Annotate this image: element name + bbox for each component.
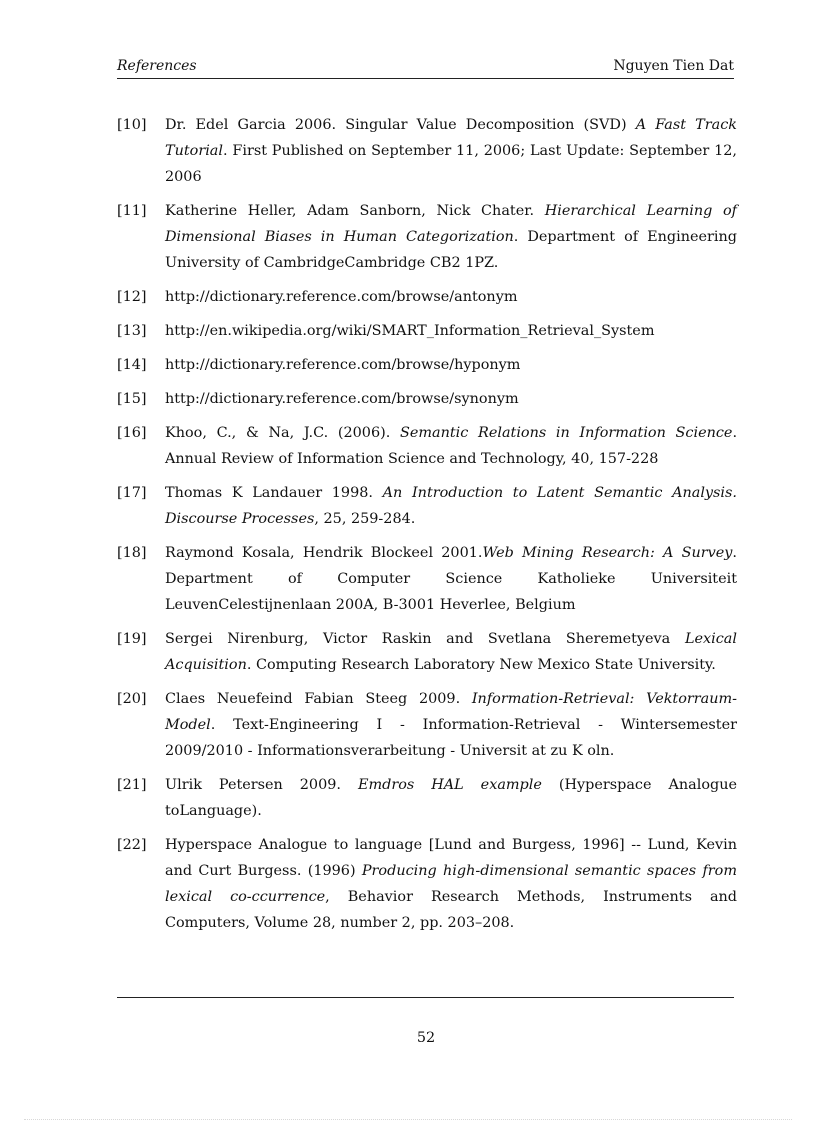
reference-text [165, 318, 737, 344]
reference-segment: , 25, 259-284. [314, 511, 416, 527]
reference-entry [117, 284, 737, 310]
running-header [117, 56, 734, 79]
reference-entry [117, 198, 737, 276]
reference-title: Hierarchical Learning of Dimensional Biases in Human Categorization [165, 203, 737, 245]
reference-number: [15] [117, 391, 147, 407]
reference-segment: Claes Neuefeind Fabian Steeg 2009. [165, 691, 472, 707]
reference-number: [14] [117, 357, 147, 373]
page-number: 52 [416, 1030, 436, 1046]
reference-segment: . Annual Review of Information Science and Technology, 40, 157-228 [165, 425, 738, 467]
reference-segment: . First Published on September 11, 2006; Last Update: September 12, 2006 [165, 143, 737, 185]
reference-entry [117, 832, 737, 936]
reference-text [165, 198, 737, 276]
reference-segment: http://dictionary.reference.com/browse/synonym [165, 391, 519, 407]
reference-segment: http://en.wikipedia.org/wiki/SMART_Information_Retrieval_System [165, 323, 655, 339]
reference-title: Semantic Relations in Information Science [400, 425, 733, 441]
reference-number: [19] [117, 631, 147, 647]
reference-entry [117, 480, 737, 532]
reference-entry [117, 318, 737, 344]
header-author: Nguyen Tien Dat [613, 58, 734, 74]
reference-entry [117, 386, 737, 412]
reference-list [117, 112, 737, 944]
reference-entry [117, 112, 737, 190]
reference-segment: Ulrik Petersen 2009. [165, 777, 358, 793]
page-edge-divider [24, 1119, 792, 1120]
reference-segment: http://dictionary.reference.com/browse/hyponym [165, 357, 521, 373]
reference-segment: Sergei Nirenburg, Victor Raskin and Svetlana Sheremetyeva [165, 631, 685, 647]
reference-title: Web Mining Research: A Survey [482, 545, 733, 561]
reference-segment: Katherine Heller, Adam Sanborn, Nick Chater. [165, 203, 545, 219]
reference-text [165, 352, 737, 378]
reference-number: [13] [117, 323, 147, 339]
reference-entry [117, 686, 737, 764]
reference-segment: . Department of Engineering University of CambridgeCambridge CB2 1PZ. [165, 229, 738, 271]
reference-number: [16] [117, 425, 147, 441]
reference-segment: . Department of Computer Science Katholieke Universiteit LeuvenCelestijnenlaan 200A, B-3001 Heverlee, Belgium [165, 545, 737, 613]
header-section-title: References [117, 58, 197, 74]
reference-entry [117, 772, 737, 824]
reference-text [165, 540, 737, 618]
reference-entry [117, 352, 737, 378]
reference-text [165, 112, 737, 190]
reference-number: [18] [117, 545, 147, 561]
reference-entry [117, 420, 737, 472]
reference-segment: . Computing Research Laboratory New Mexico State University. [246, 657, 716, 673]
reference-text [165, 772, 737, 824]
reference-title: Emdros HAL example [357, 777, 542, 793]
reference-segment: Raymond Kosala, Hendrik Blockeel 2001. [165, 545, 483, 561]
reference-segment: (Hyperspace Analogue toLanguage). [165, 777, 737, 819]
reference-text [165, 626, 737, 678]
reference-segment: http://dictionary.reference.com/browse/antonym [165, 289, 518, 305]
reference-title: Information-Retrieval: Vektorraum-Model [165, 691, 737, 733]
reference-segment: . Text-Engineering I - Information-Retrieval - Wintersemester 2009/2010 - Informationsverarbeitung - Universit at zu K oln. [165, 717, 737, 759]
reference-number: [21] [117, 777, 147, 793]
reference-number: [11] [117, 203, 147, 219]
reference-title: A Fast Track Tutorial [165, 117, 737, 159]
reference-number: [22] [117, 837, 147, 853]
reference-number: [12] [117, 289, 147, 305]
reference-text [165, 420, 737, 472]
reference-text [165, 284, 737, 310]
reference-entry [117, 540, 737, 618]
reference-title: Producing high-dimensional semantic spaces from lexical co-ccurrence [165, 863, 737, 905]
reference-segment: Dr. Edel Garcia 2006. Singular Value Decomposition (SVD) [165, 117, 636, 133]
reference-segment: Thomas K Landauer 1998. [165, 485, 383, 501]
reference-text [165, 386, 737, 412]
reference-title: An Introduction to Latent Semantic Analysis. Discourse Processes [165, 485, 737, 527]
reference-segment: Hyperspace Analogue to language [Lund and Burgess, 1996] -- Lund, Kevin and Curt Burgess. (1996) [165, 837, 737, 879]
reference-segment: , Behavior Research Methods, Instruments and Computers, Volume 28, number 2, pp. 203–208. [165, 889, 738, 931]
reference-segment: Khoo, C., & Na, J.C. (2006). [165, 425, 400, 441]
reference-text [165, 832, 737, 936]
reference-title: Lexical Acquisition [165, 631, 737, 673]
reference-text [165, 480, 737, 532]
reference-number: [20] [117, 691, 147, 707]
reference-number: [10] [117, 117, 147, 133]
reference-text [165, 686, 737, 764]
reference-entry [117, 626, 737, 678]
reference-number: [17] [117, 485, 147, 501]
footer-rule [117, 997, 734, 998]
